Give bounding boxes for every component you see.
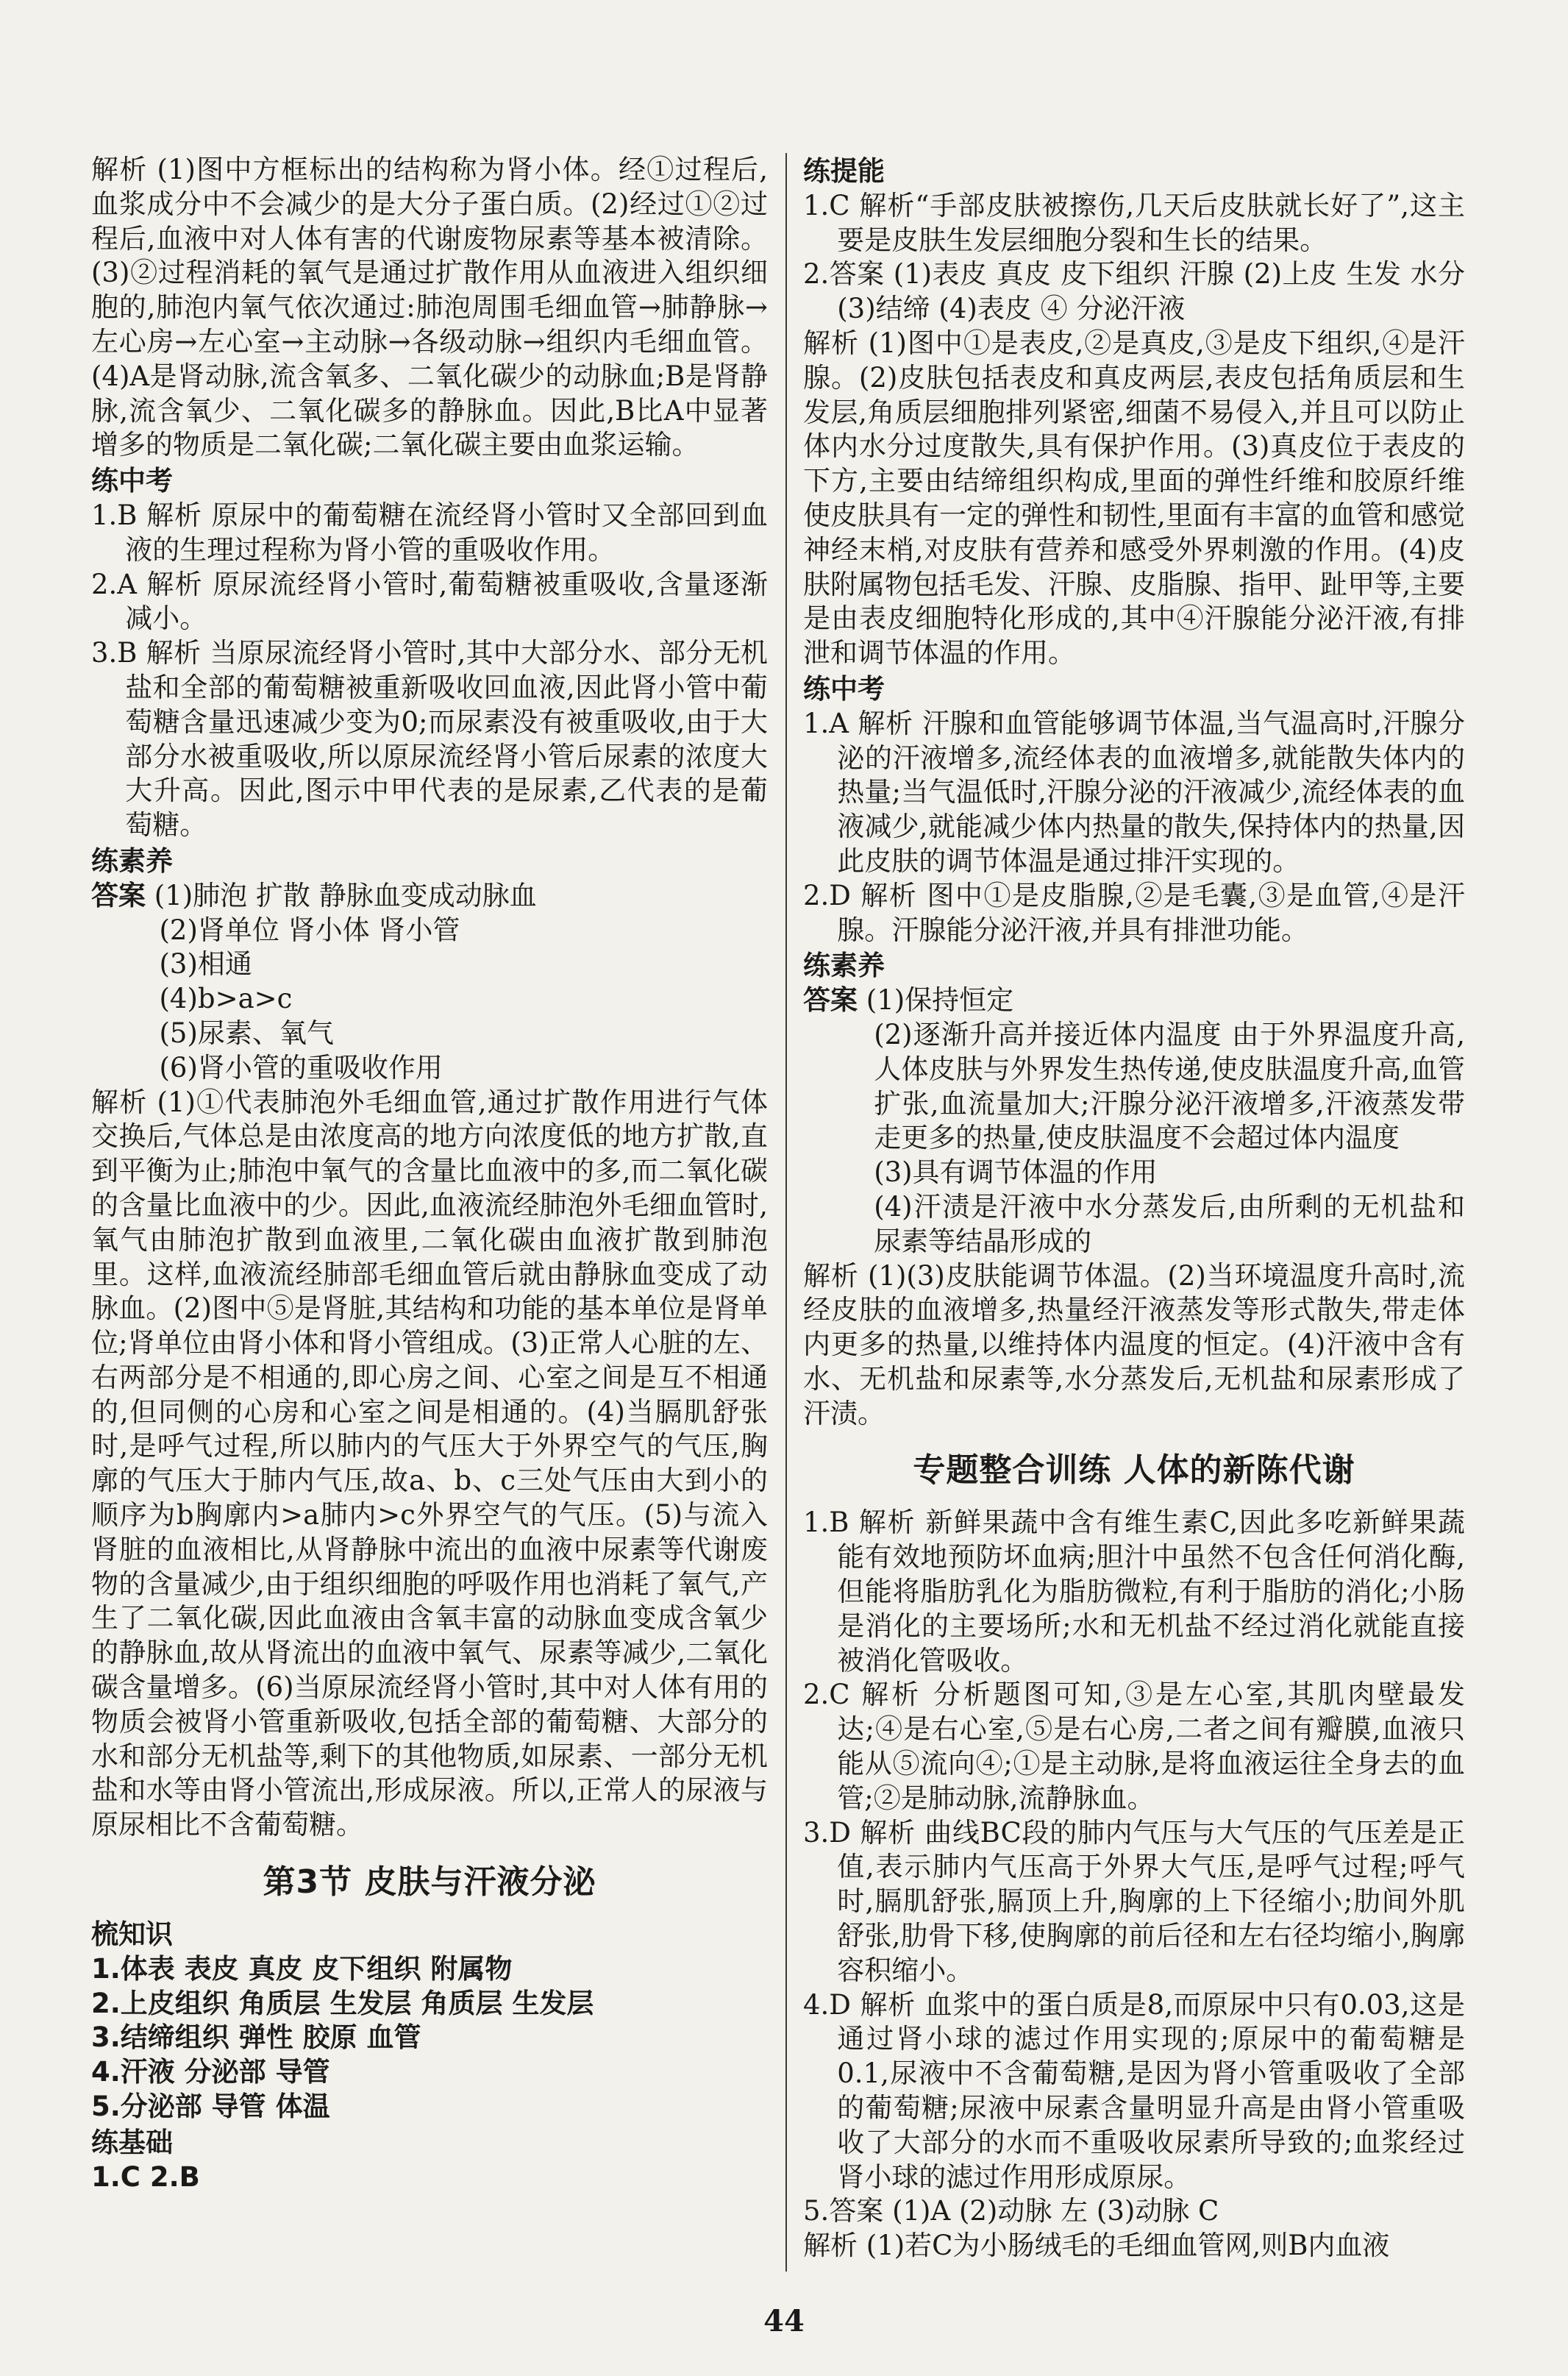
heading-liantineng: 练提能: [803, 155, 885, 187]
answer-line-5: (5)尿素、氧气: [159, 1017, 334, 1049]
suyang-answer-1: (1)保持恒定: [866, 984, 1014, 1017]
section-title: 第3节 皮肤与汗液分泌: [263, 1863, 596, 1902]
left-column: [91, 153, 768, 2194]
right-tineng-2-answer: 2.答案 (1)表皮 真皮 皮下组织 汗腺 (2)上皮 生发 水分 (3)结缔 (4)表皮 ④ 分泌汗液: [803, 258, 1465, 325]
special-question-2: 2.C 解析 分析题图可知,③是左心室,其肌肉壁最发达;④是右心室,⑤是右心房,二者之间有瓣膜,血液只能从⑤流向④;①是主动脉,是将血液运往全身去的血管;②是肺动脉,流静脉血。: [803, 1679, 1465, 1814]
answer-block-left: [91, 879, 768, 914]
right-tineng-1: 1.C 解析“手部皮肤被擦伤,几天后皮肤就长好了”,这主要是皮肤生发层细胞分裂和生长的结果。: [803, 189, 1465, 256]
answer-label: 答案: [91, 879, 146, 911]
right-column: [803, 153, 1465, 2263]
answer-line-4: (4)b>a>c: [159, 983, 293, 1015]
left-question-2: 2.A 解析 原尿流经肾小管时,葡萄糖被重吸收,含量逐渐减小。: [91, 568, 768, 635]
heading-lianjichu: 练基础: [91, 2126, 173, 2158]
left-explanation-1: 解析 (1)图中方框标出的结构称为肾小体。经①过程后,血浆成分中不会减少的是大分子蛋白质。(2)经过①②过程后,血液中对人体有害的代谢废物尿素等基本被清除。(3)②过程消耗的氧气是通过扩散作用从血液进入组织细胞的,肺泡内氧气依次通过:肺泡周围毛细血管→肺静脉→左心房→左心室→主动脉→各级动脉→组织内毛细血管。(4)A是肾动脉,流含氧多、二氧化碳少的动脉血;B是肾静脉,流含氧少、二氧化碳多的静脉血。因此,B比A中显著增多的物质是二氧化碳;二氧化碳主要由血浆运输。: [91, 154, 768, 461]
heading-lianzhongkao-right: 练中考: [803, 672, 885, 705]
suyang-answer-3: (3)具有调节体温的作用: [874, 1156, 1158, 1189]
special-question-3: 3.D 解析 曲线BC段的肺内气压与大气压的气压差是正值,表示肺内气压高于外界大气压,是呼气过程;呼气时,膈肌舒张,膈顶上升,胸廓的上下径缩小;肋间外肌舒张,肋骨下移,使胸廓的前后径和左右径均缩小,胸廓容积缩小。: [803, 1816, 1465, 1986]
left-question-1: 1.B 解析 原尿中的葡萄糖在流经肾小管时又全部回到血液的生理过程称为肾小管的重吸收作用。: [91, 499, 768, 566]
answer-line-3: (3)相通: [159, 948, 252, 981]
page-number: 44: [763, 2304, 805, 2338]
right-tineng-2-explanation: 解析 (1)图中①是表皮,②是真皮,③是皮下组织,④是汗腺。(2)皮肤包括表皮和真皮两层,表皮包括角质层和生发层,角质层细胞排列紧密,细菌不易侵入,并且可以防止体内水分过度散失,具有保护作用。(3)真皮位于表皮的下方,主要由结缔组织构成,里面的弹性纤维和胶原纤维使皮肤具有一定的弹性和韧性,里面有丰富的血管和感觉神经末梢,对皮肤有营养和感受外界刺激的作用。(4)皮肤附属物包括毛发、汗腺、皮脂腺、指甲、趾甲等,主要是由表皮细胞特化形成的,其中④汗腺能分泌汗液,有排泄和调节体温的作用。: [803, 327, 1465, 669]
knowledge-item-4: 4.汗液 分泌部 导管: [91, 2056, 330, 2088]
heading-liansuyang-right: 练素养: [803, 950, 885, 982]
heading-lianzhongkao-left: 练中考: [91, 465, 173, 497]
knowledge-item-3: 3.结缔组织 弹性 胶原 血管: [91, 2021, 421, 2054]
answer-line-1: (1)肺泡 扩散 静脉血变成动脉血: [154, 879, 537, 911]
special-question-4: 4.D 解析 血浆中的蛋白质是8,而原尿中只有0.03,这是通过肾小球的滤过作用实现的;原尿中的葡萄糖是0.1,尿液中不含葡萄糖,是因为肾小管重吸收了全部的葡萄糖;尿液中尿素含量明显升高是由肾小管重吸收了大部分的水而不重吸收尿素所导致的;血浆经过肾小球的滤过作用形成原尿。: [803, 1988, 1465, 2193]
knowledge-item-2: 2.上皮组织 角质层 生发层 角质层 生发层: [91, 1987, 594, 2019]
heading-shuzhishi: 梳知识: [91, 1918, 173, 1951]
suyang-answer-2: (2)逐渐升高并接近体内温度 由于外界温度升高,人体皮肤与外界发生热传递,使皮肤温度升高,血管扩张,血流量加大;汗腺分泌汗液增多,汗液蒸发带走更多的热量,使皮肤温度不会超过体内温度: [874, 1018, 1465, 1154]
special-question-5-answer: 5.答案 (1)A (2)动脉 左 (3)动脉 C: [803, 2195, 1219, 2227]
answer-line-6: (6)肾小管的重吸收作用: [159, 1051, 443, 1084]
answer-block-right: [803, 984, 1465, 1018]
suyang-answer-4: (4)汗渍是汗液中水分蒸发后,由所剩的无机盐和尿素等结晶形成的: [874, 1190, 1465, 1257]
special-question-1: 1.B 解析 新鲜果蔬中含有维生素C,因此多吃新鲜果蔬能有效地预防坏血病;胆汁中虽然不包含任何消化酶,但能将脂肪乳化为脂肪微粒,有利于脂肪的消化;小肠是消化的主要场所;水和无机盐不经过消化就能直接被消化管吸收。: [803, 1507, 1465, 1676]
basic-answers: 1.C 2.B: [91, 2160, 200, 2193]
left-explanation-2: 解析 (1)①代表肺泡外毛细血管,通过扩散作用进行气体交换后,气体总是由浓度高的地方向浓度低的地方扩散,直到平衡为止;肺泡中氧气的含量比血液中的多,而二氧化碳的含量比血液中的少。因此,血液流经肺泡外毛细血管时,氧气由肺泡扩散到血液里,二氧化碳由血液扩散到肺泡里。这样,血液流经肺部毛细血管后就由静脉血变成了动脉血。(2)图中⑤是肾脏,其结构和功能的基本单位是肾单位;肾单位由肾小体和肾小管组成。(3)正常人心脏的左、右两部分是不相通的,即心房之间、心室之间是互不相通的,但同侧的心房和心室之间是相通的。(4)当膈肌舒张时,是呼气过程,所以肺内的气压大于外界空气的气压,胸廓的气压大于肺内气压,故a、b、c三处气压由大到小的顺序为b胸廓内>a肺内>c外界空气的气压。(5)与流入肾脏的血液相比,从肾静脉中流出的血液中尿素等代谢废物的含量减少,由于组织细胞的呼吸作用也消耗了氧气,产生了二氧化碳,因此血液由含氧丰富的动脉血变成含氧少的静脉血,故从肾流出的血液中氧气、尿素等减少,二氧化碳含量增多。(6)当原尿流经肾小管时,其中对人体有用的物质会被肾小管重新吸收,包括全部的葡萄糖、大部分的水和部分无机盐等,剩下的其他物质,如尿素、一部分无机盐和水等由肾小管流出,形成尿液。所以,正常人的尿液与原尿相比不含葡萄糖。: [91, 1086, 768, 1841]
right-zhongkao-2: 2.D 解析 图中①是皮脂腺,②是毛囊,③是血管,④是汗腺。汗腺能分泌汗液,并具有排泄功能。: [803, 879, 1465, 946]
right-zhongkao-1: 1.A 解析 汗腺和血管能够调节体温,当气温高时,汗腺分泌的汗液增多,流经体表的血液增多,就能散失体内的热量;当气温低时,汗腺分泌的汗液减少,流经体表的血液减少,就能减少体内热量的散失,保持体内的热量,因此皮肤的调节体温是通过排汗实现的。: [803, 707, 1465, 877]
knowledge-item-1: 1.体表 表皮 真皮 皮下组织 附属物: [91, 1952, 513, 1985]
special-question-5-explanation: 解析 (1)若C为小肠绒毛的毛细血管网,则B内血液: [803, 2230, 1390, 2262]
knowledge-item-5: 5.分泌部 导管 体温: [91, 2091, 330, 2123]
heading-liansuyang-left: 练素养: [91, 844, 173, 877]
answer-label-right: 答案: [803, 984, 858, 1017]
answer-line-2: (2)肾单位 肾小体 肾小管: [159, 914, 460, 946]
column-divider: [785, 153, 787, 2272]
left-question-3: 3.B 解析 当原尿流经肾小管时,其中大部分水、部分无机盐和全部的葡萄糖被重新吸收回血液,因此肾小管中葡萄糖含量迅速减少变为0;而尿素没有被重吸收,由于大部分水被重吸收,所以原尿流经肾小管后尿素的浓度大大升高。因此,图示中甲代表的是尿素,乙代表的是葡萄糖。: [91, 637, 768, 842]
suyang-explanation: 解析 (1)(3)皮肤能调节体温。(2)当环境温度升高时,流经皮肤的血液增多,热量经汗液蒸发等形式散失,带走体内更多的热量,以维持体内温度的恒定。(4)汗液中含有水、无机盐和尿素等,水分蒸发后,无机盐和尿素形成了汗渍。: [803, 1259, 1465, 1429]
special-title: 专题整合训练 人体的新陈代谢: [913, 1451, 1355, 1490]
